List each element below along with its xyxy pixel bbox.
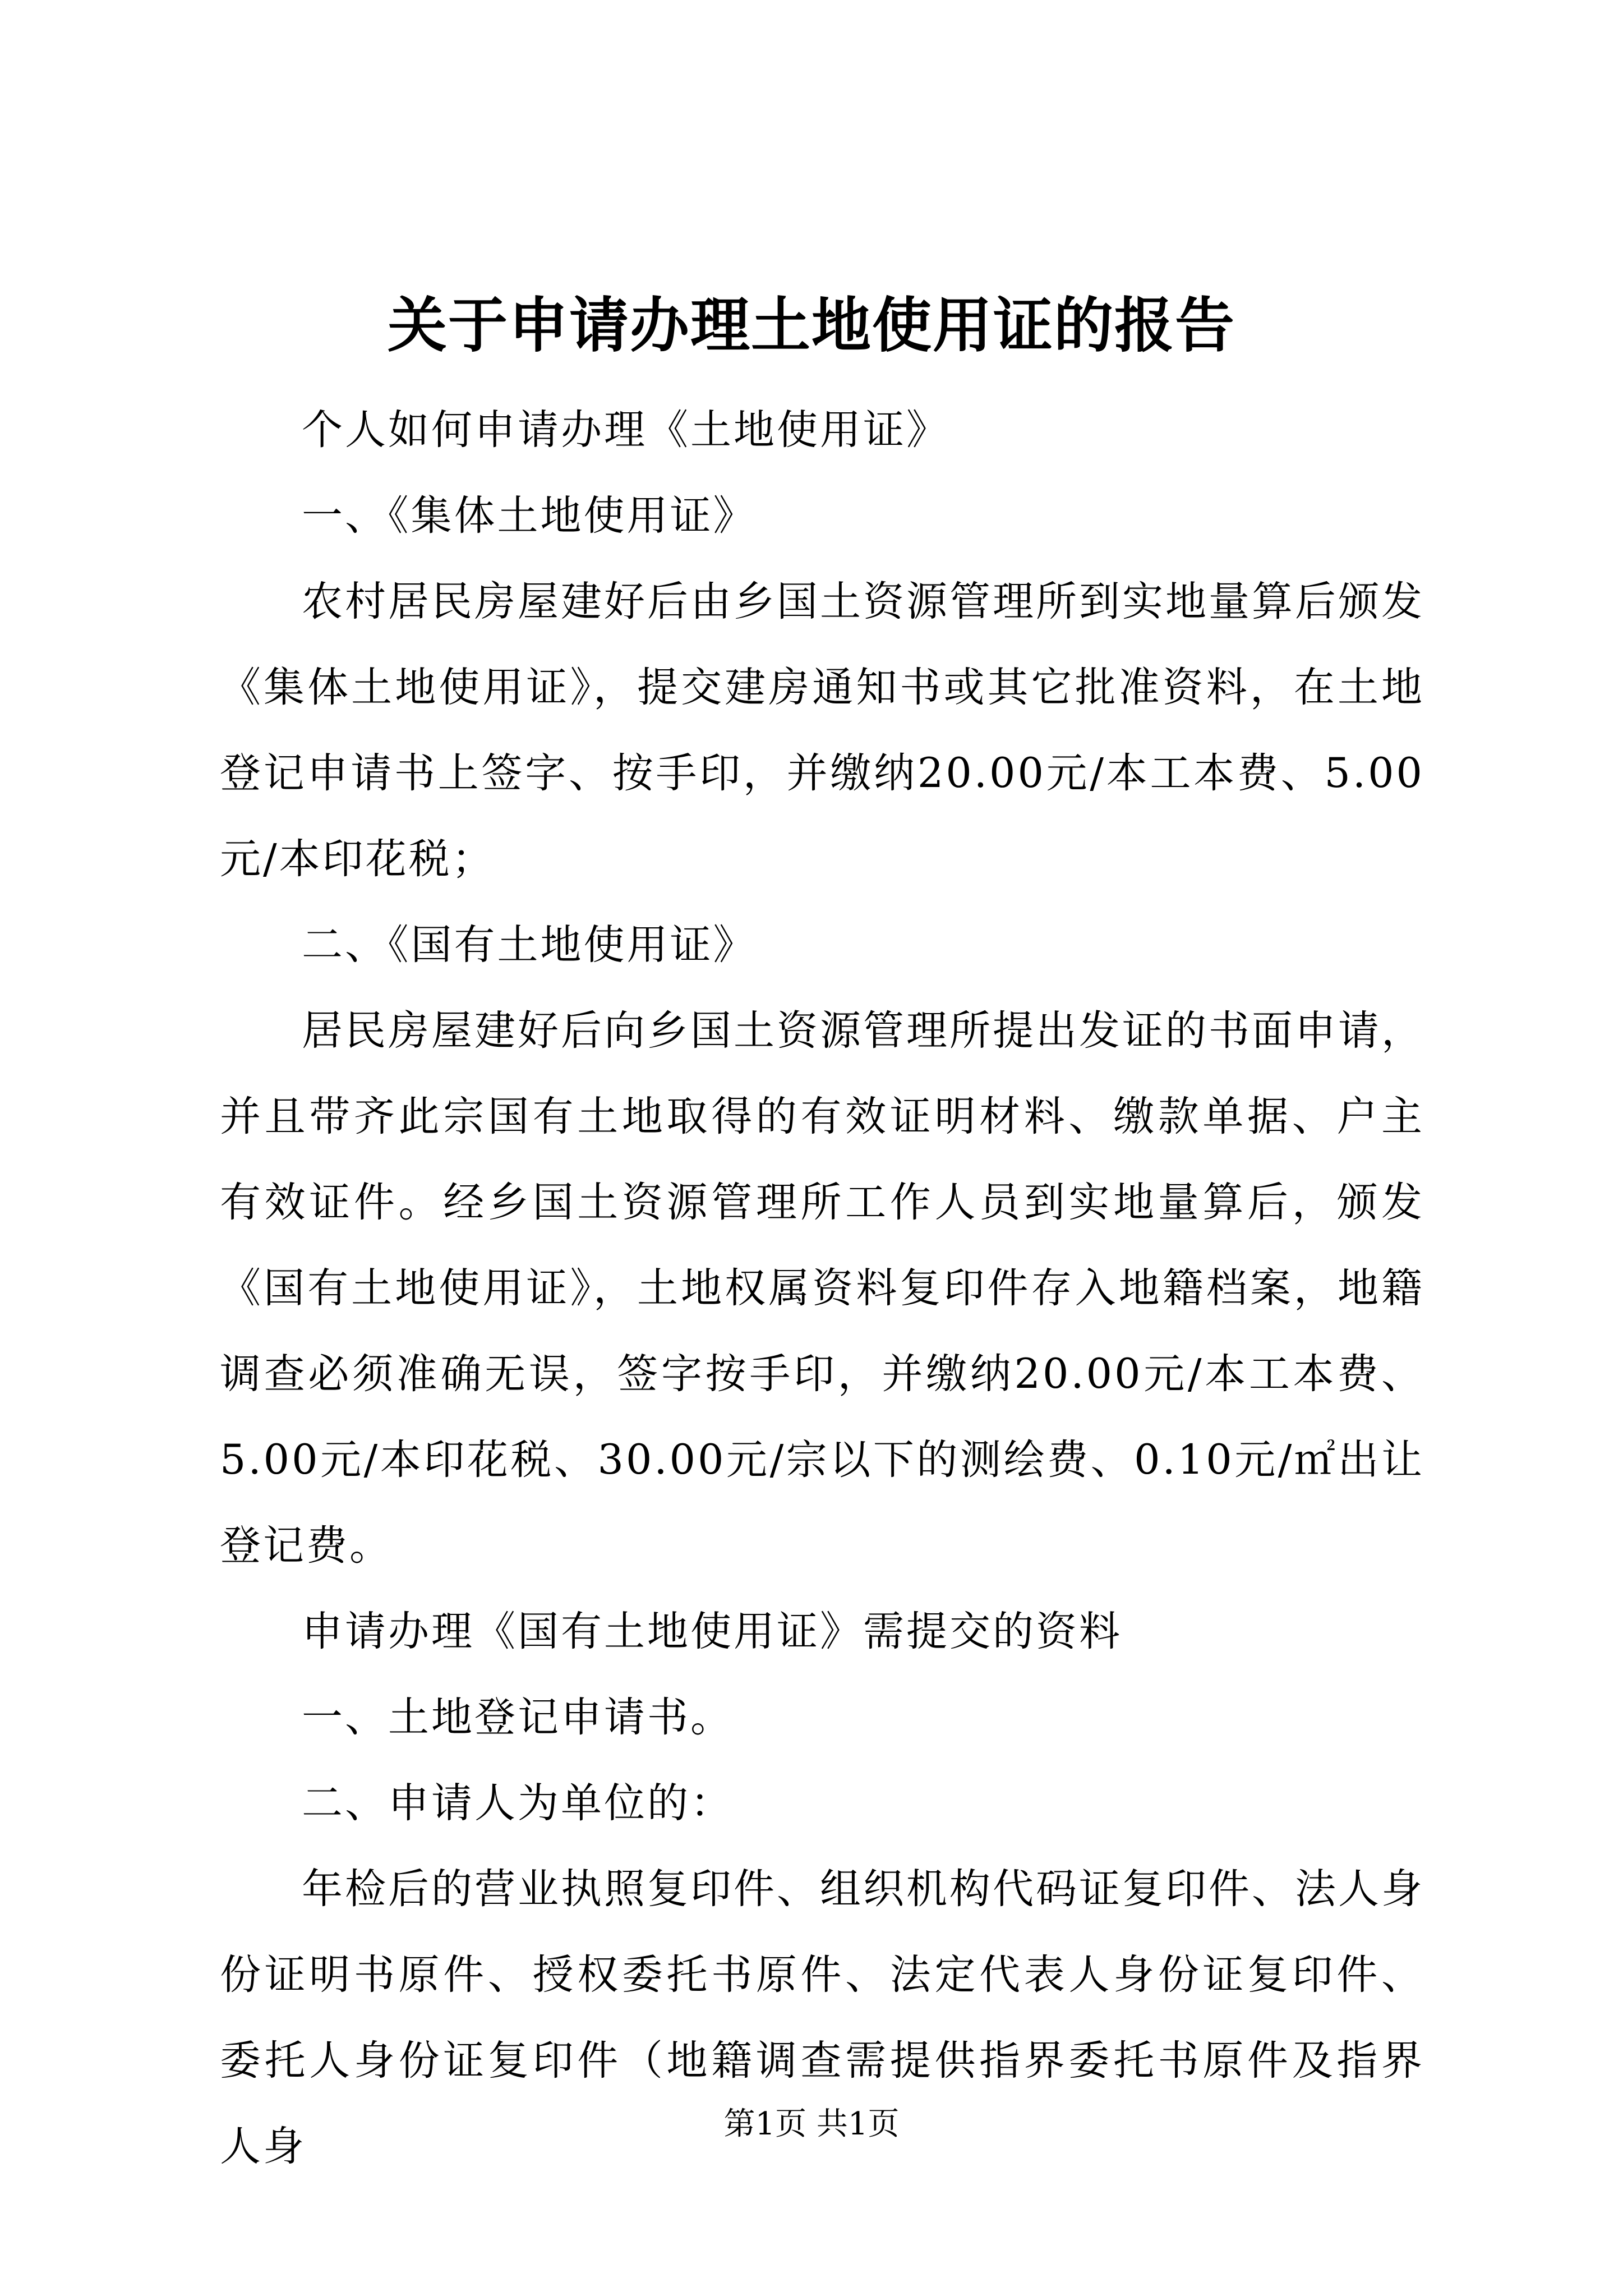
paragraph: 个人如何申请办理《土地使用证》 <box>302 406 949 454</box>
paragraph: 一、《集体土地使用证》 <box>302 492 757 540</box>
paragraph: 二、申请人为单位的： <box>302 1779 734 1827</box>
document-body <box>220 387 1424 2189</box>
paragraph: 农村居民房屋建好后由乡国土资源管理所到实地量算后颁发《集体土地使用证》，提交建房通知书或其它批准资料，在土地登记申请书上签字、按手印，并缴纳20.00元/本工本费、5.00元/本印花税； <box>220 578 1424 883</box>
paragraph: 一、土地登记申请书。 <box>302 1694 734 1741</box>
paragraph: 二、《国有土地使用证》 <box>302 921 757 969</box>
paragraph: 年检后的营业执照复印件、组织机构代码证复印件、法人身份证明书原件、授权委托书原件、法定代表人身份证复印件、委托人身份证复印件（地籍调查需提供指界委托书原件及指界人身 <box>220 1865 1424 2170</box>
paragraph: 申请办理《国有土地使用证》需提交的资料 <box>302 1608 1122 1655</box>
paragraph: 居民房屋建好后向乡国土资源管理所提出发证的书面申请，并且带齐此宗国有土地取得的有效证明材料、缴款单据、户主有效证件。经乡国土资源管理所工作人员到实地量算后，颁发《国有土地使用证》，土地权属资料复印件存入地籍档案，地籍调查必须准确无误，签字按手印，并缴纳20.00元/本工本费、5.00元/本印花税、30.00元/宗以下的测绘费、0.10元/㎡出让登记费。 <box>220 1007 1424 1570</box>
page-footer: 第1页 共1页 <box>723 2106 900 2142</box>
page-title: 关于申请办理土地使用证的报告 <box>388 290 1235 360</box>
